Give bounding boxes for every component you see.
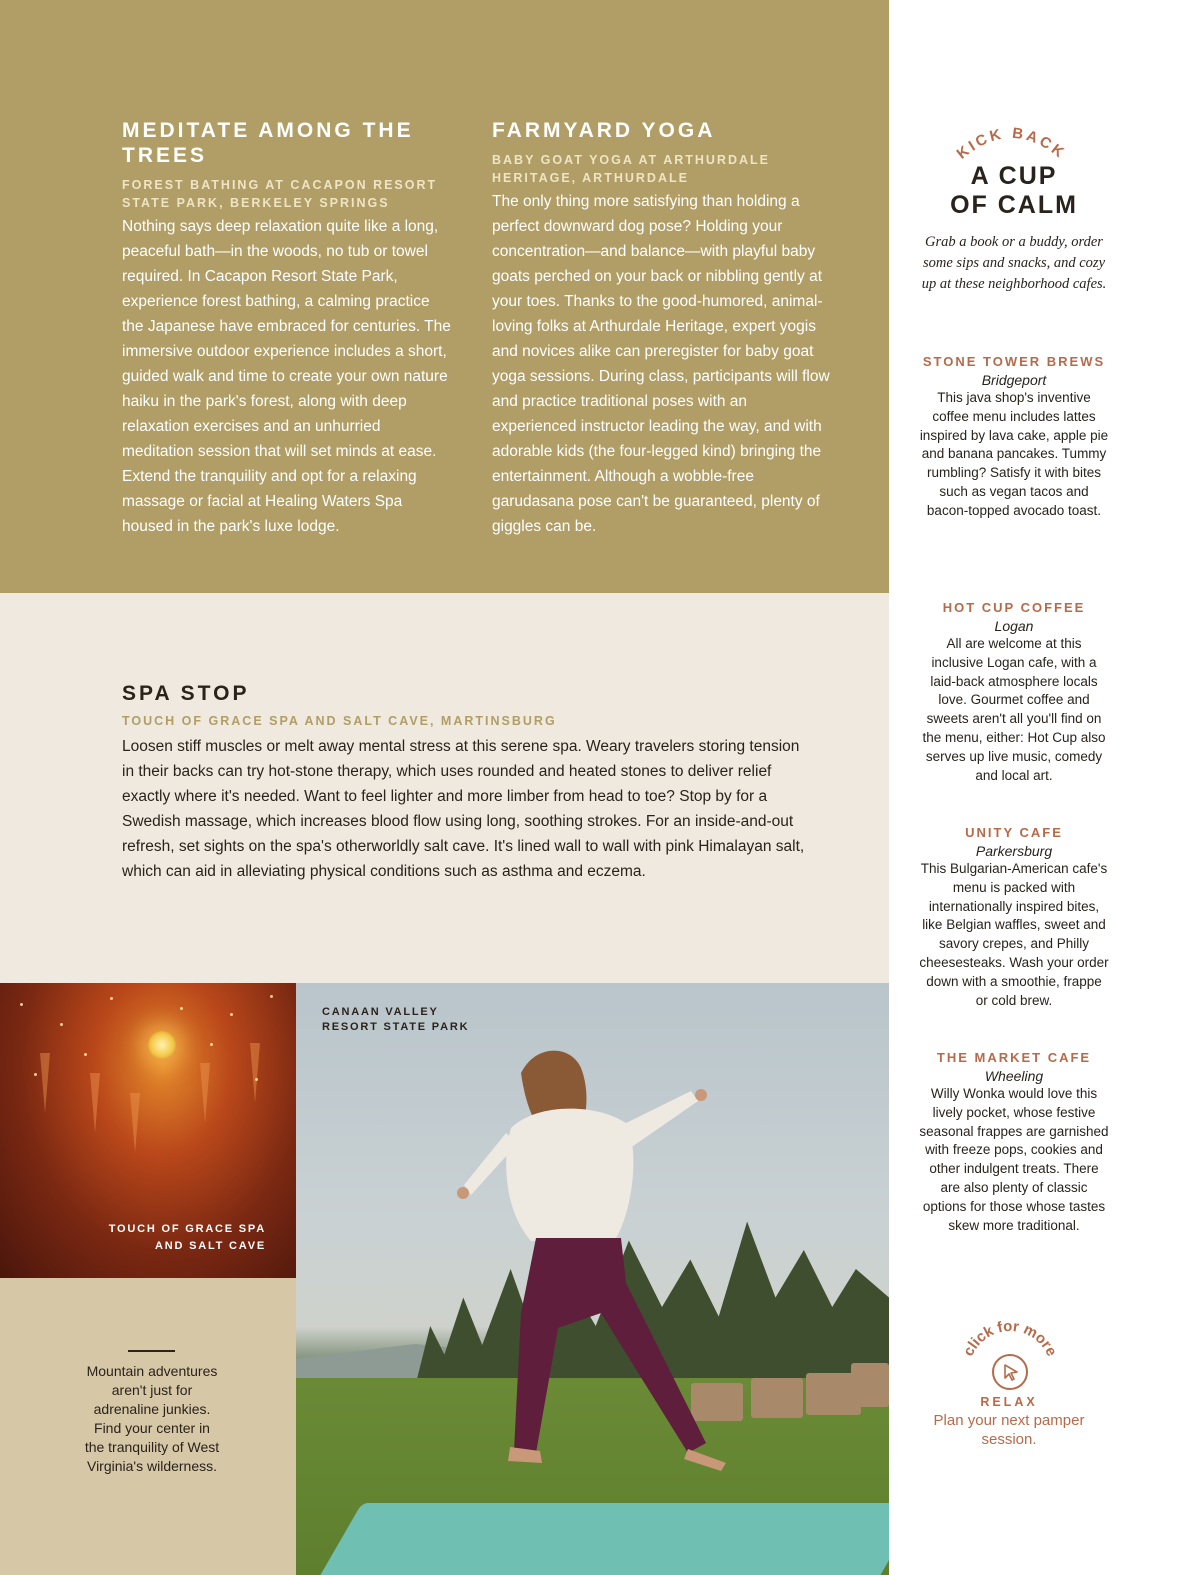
sparkle bbox=[110, 997, 113, 1000]
cafe-name: STONE TOWER BREWS bbox=[922, 354, 1106, 369]
sparkle bbox=[270, 995, 273, 998]
sparkle bbox=[180, 1007, 183, 1010]
relax-text: Plan your next pamper session. bbox=[933, 1412, 1085, 1448]
click-for-more-button[interactable] bbox=[955, 1312, 1065, 1402]
sparkle bbox=[34, 1073, 37, 1076]
yoga-caption-line: RESORT STATE PARK bbox=[322, 1021, 470, 1033]
cafe-city: Wheeling bbox=[984, 1068, 1044, 1084]
cafe-name: HOT CUP COFFEE bbox=[942, 600, 1086, 615]
kicker-text: KICK BACK bbox=[953, 124, 1070, 163]
relax-link[interactable] bbox=[929, 1393, 1089, 1449]
farmyard-body: The only thing more satisfying than holding a perfect downward dog pose? Holding your concentration—and balance—with playful baby goats perched on your back or nibbling gently at your toes. Thanks to the good-humored, animal-loving folks at Arthurdale Heritage, expert yogis and novices alike can preregister for baby goat yoga sessions. During class, participants will flow and practice traditional poses with an experienced instructor leading the way, and with adorable kids (the four-legged kind) bringing the entertainment. Although a wobble-free garudasana pose can't be guaranteed, plenty of giggles can be. bbox=[492, 193, 830, 535]
divider-rule bbox=[128, 1350, 175, 1352]
cafe-description: All are welcome at this inclusive Logan cafe, with a laid-back atmosphere locals love. Gourmet coffee and sweets aren't all you'll find on the menu, either: Hot Cup also serves up live music, comedy and local art. bbox=[922, 636, 1106, 783]
farmyard-title: FARMYARD YOGA bbox=[492, 119, 716, 142]
cave-lamp-icon bbox=[148, 1031, 176, 1059]
sparkle bbox=[60, 1023, 63, 1026]
cafe-name: UNITY CAFE bbox=[965, 825, 1063, 840]
sparkle bbox=[84, 1053, 87, 1056]
sidebar-intro: Grab a book or a buddy, order some sips and snacks, and cozy up at these neighborhood cafes. bbox=[921, 234, 1107, 292]
svg-text:KICK BACK bbox=[954, 125, 1070, 163]
sparkle bbox=[255, 1078, 258, 1081]
meditate-subtitle: FOREST BATHING AT CACAPON RESORT STATE PARK, BERKELEY SPRINGS bbox=[122, 178, 438, 210]
pull-quote: Mountain adventures aren't just for adrenaline junkies. Find your center in the tranquility of West Virginia's wilderness. bbox=[84, 1363, 220, 1474]
cafe-city: Logan bbox=[994, 618, 1034, 634]
cave-caption bbox=[109, 1221, 266, 1255]
click-for-more-text: click for more bbox=[959, 1317, 1061, 1359]
cafe-description: Willy Wonka would love this lively pocket, whose festive seasonal frappes are garnished with freeze pops, cookies and other indulgent treats. There are also plenty of classic options for those whose tastes skew more traditional. bbox=[919, 1086, 1109, 1233]
meditate-article bbox=[122, 118, 452, 539]
cafe-city: Parkersburg bbox=[975, 843, 1053, 859]
spa-band bbox=[0, 593, 889, 983]
meditate-title: MEDITATE AMONG THE TREES bbox=[122, 119, 414, 167]
cafe-entry-unity bbox=[919, 823, 1109, 1010]
spa-subtitle: TOUCH OF GRACE SPA AND SALT CAVE, MARTINSBURG bbox=[122, 714, 557, 728]
cafe-entry-stone-tower bbox=[919, 352, 1109, 521]
stalactite bbox=[200, 1063, 210, 1123]
farmyard-subtitle: BABY GOAT YOGA AT ARTHURDALE HERITAGE, ARTHURDALE bbox=[492, 153, 770, 185]
cafe-sidebar bbox=[889, 0, 1200, 1575]
sidebar-title-line: A CUP bbox=[970, 162, 1058, 190]
spa-article bbox=[122, 681, 812, 884]
stalactite bbox=[250, 1043, 260, 1103]
cave-caption-line: AND SALT CAVE bbox=[155, 1240, 266, 1252]
stalactite bbox=[130, 1093, 140, 1153]
kicker-arc bbox=[949, 118, 1074, 168]
sidebar-title bbox=[889, 162, 1139, 220]
cafe-entry-hot-cup bbox=[919, 598, 1109, 785]
spa-body: Loosen stiff muscles or melt away mental stress at this serene spa. Weary travelers storing tension in their backs can try hot-stone therapy, which uses rounded and heated stones to deliver relief exactly where it's needed. Want to feel lighter and more limber from head to toe? Stop by for a Swedish massage, which increases blood flow using long, soothing strokes. For an inside-and-out refresh, set sights on the spa's otherworldly salt cave. It's lined wall to wall with pink Himalayan salt, which can aid in alleviating physical conditions such as asthma and eczema. bbox=[122, 738, 805, 880]
cafe-entry-market bbox=[919, 1048, 1109, 1235]
cafe-description: This Bulgarian-American cafe's menu is packed with internationally inspired bites, like Belgian waffles, sweet and savory crepes, and Philly cheesesteaks. Wash your order down with a smoothie, frappe or cold brew. bbox=[919, 861, 1109, 1008]
farmyard-article bbox=[492, 118, 832, 539]
cafe-city: Bridgeport bbox=[981, 372, 1047, 388]
meditate-body: Nothing says deep relaxation quite like a long, peaceful bath—in the woods, no tub or towel required. In Cacapon Resort State Park, experience forest bathing, a calming practice the Japanese have embraced for centuries. The immersive outdoor experience includes a short, guided walk and time to create your own nature haiku in the park's forest, along with deep relaxation exercises and an unhurried meditation session that will set minds at ease. Extend the tranquility and opt for a relaxing massage or facial at Healing Waters Spa housed in the park's luxe lodge. bbox=[122, 218, 451, 535]
sparkle bbox=[210, 1043, 213, 1046]
stalactite bbox=[90, 1073, 100, 1133]
sidebar-title-line: OF CALM bbox=[950, 191, 1078, 219]
cursor-click-icon bbox=[993, 1355, 1027, 1389]
yoga-caption-line: CANAAN VALLEY bbox=[322, 1006, 439, 1018]
sparkle bbox=[20, 1003, 23, 1006]
stalactite bbox=[40, 1053, 50, 1113]
top-feature-band bbox=[0, 0, 889, 593]
yoga-woman-figure bbox=[296, 983, 889, 1575]
relax-label: RELAX bbox=[980, 1395, 1038, 1409]
svg-text:click for more bbox=[960, 1318, 1060, 1359]
salt-cave-photo bbox=[0, 983, 296, 1278]
sparkle bbox=[230, 1013, 233, 1016]
yoga-caption bbox=[322, 1005, 469, 1035]
cafe-name: THE MARKET CAFE bbox=[936, 1050, 1092, 1065]
cafe-description: This java shop's inventive coffee menu includes lattes inspired by lava cake, apple pie and banana pancakes. Tummy rumbling? Satisfy it with bites such as vegan tacos and bacon-topped avocado toast. bbox=[919, 390, 1109, 518]
pull-quote-block bbox=[0, 1278, 296, 1575]
cave-caption-line: TOUCH OF GRACE SPA bbox=[108, 1223, 266, 1235]
yoga-photo bbox=[296, 983, 889, 1575]
spa-title: SPA STOP bbox=[122, 682, 250, 705]
